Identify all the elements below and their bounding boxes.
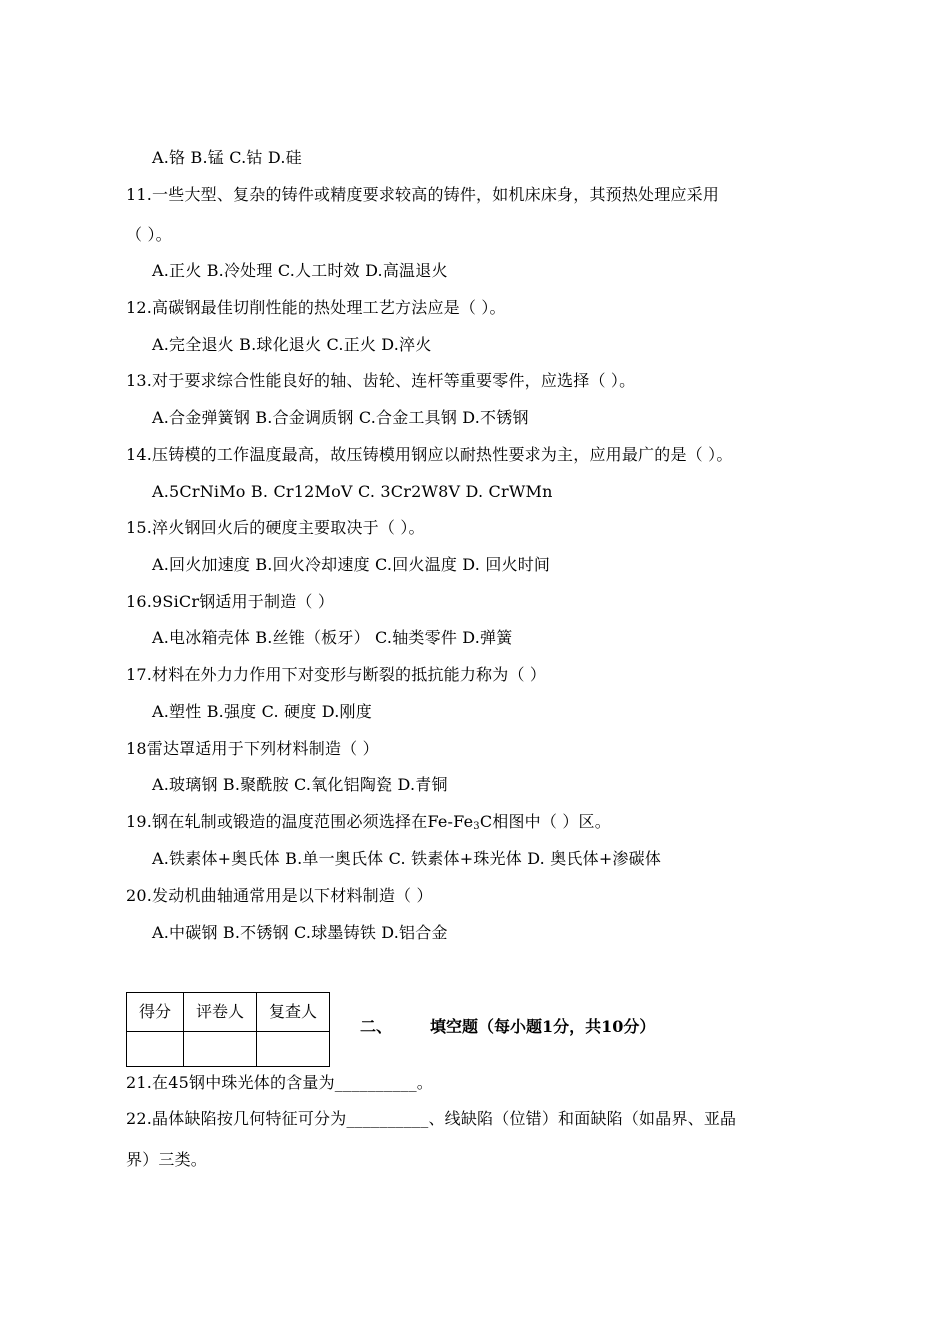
score-header: 得分: [127, 993, 184, 1032]
q14-options: A.5CrNiMo B. Cr12MoV C. 3Cr2W8V D. CrWMn: [152, 482, 553, 501]
q19-text: [126, 812, 611, 837]
q10-options: A.铬 B.锰 C.钴 D.硅: [152, 148, 302, 167]
q17-text: 17.材料在外力力作用下对变形与断裂的抵抗能力称为（ ）: [126, 665, 547, 684]
q16-text: 16.9SiCr钢适用于制造（ ）: [126, 592, 335, 611]
q12-text: 12.高碳钢最佳切削性能的热处理工艺方法应是（ ）。: [126, 298, 506, 317]
q22-text: 22.晶体缺陷按几何特征可分为__________、线缺陷（位错）和面缺陷（如晶界、亚晶: [126, 1109, 737, 1128]
q19-options: A.铁素体+奥氏体 B.单一奥氏体 C. 铁素体+珠光体 D. 奥氏体+渗碳体: [152, 849, 662, 868]
q12-options: A.完全退火 B.球化退火 C.正火 D.淬火: [152, 335, 432, 354]
q22-text-cont: 界）三类。: [126, 1150, 208, 1169]
score-table-entry-row: [127, 1032, 330, 1067]
q19-text-b: C相图中（ ）区。: [479, 812, 611, 831]
grader-header: 评卷人: [184, 993, 257, 1032]
q11-text-cont: （ ）。: [126, 225, 172, 244]
score-table: [126, 992, 330, 1067]
q17-options: A.塑性 B.强度 C. 硬度 D.刚度: [152, 702, 372, 721]
section-number: 二、: [360, 1017, 393, 1036]
q16-options: A.电冰箱壳体 B.丝锥（板牙） C.轴类零件 D.弹簧: [152, 628, 513, 647]
q18-text: 18雷达罩适用于下列材料制造（ ）: [126, 739, 379, 758]
q11-text: 11.一些大型、复杂的铸件或精度要求较高的铸件，如机床床身，其预热处理应采用: [126, 185, 720, 204]
q11-options: A.正火 B.冷处理 C.人工时效 D.高温退火: [152, 261, 448, 280]
reviewer-header: 复查人: [257, 993, 330, 1032]
q19-subscript: 3: [473, 821, 480, 832]
q13-options: A.合金弹簧钢 B.合金调质钢 C.合金工具钢 D.不锈钢: [152, 408, 529, 427]
q20-options: A.中碳钢 B.不锈钢 C.球墨铸铁 D.铝合金: [152, 923, 448, 942]
reviewer-cell: [257, 1032, 330, 1067]
q19-text-a: 19.钢在轧制或锻造的温度范围必须选择在Fe-Fe: [126, 812, 474, 831]
score-table-header-row: [127, 993, 330, 1032]
q13-text: 13.对于要求综合性能良好的轴、齿轮、连杆等重要零件，应选择（ ）。: [126, 371, 636, 390]
q14-text: 14.压铸模的工作温度最高，故压铸模用钢应以耐热性要求为主，应用最广的是（ ）。: [126, 445, 733, 464]
q18-options: A.玻璃钢 B.聚酰胺 C.氧化铝陶瓷 D.青铜: [152, 775, 448, 794]
score-cell: [127, 1032, 184, 1067]
q15-text: 15.淬火钢回火后的硬度主要取决于（ ）。: [126, 518, 425, 537]
q15-options: A.回火加速度 B.回火冷却速度 C.回火温度 D. 回火时间: [152, 555, 551, 574]
section-title: 填空题（每小题1分，共10分）: [430, 1017, 656, 1036]
q21-text: 21.在45钢中珠光体的含量为__________。: [126, 1073, 434, 1092]
grader-cell: [184, 1032, 257, 1067]
q20-text: 20.发动机曲轴通常用是以下材料制造（ ）: [126, 886, 433, 905]
